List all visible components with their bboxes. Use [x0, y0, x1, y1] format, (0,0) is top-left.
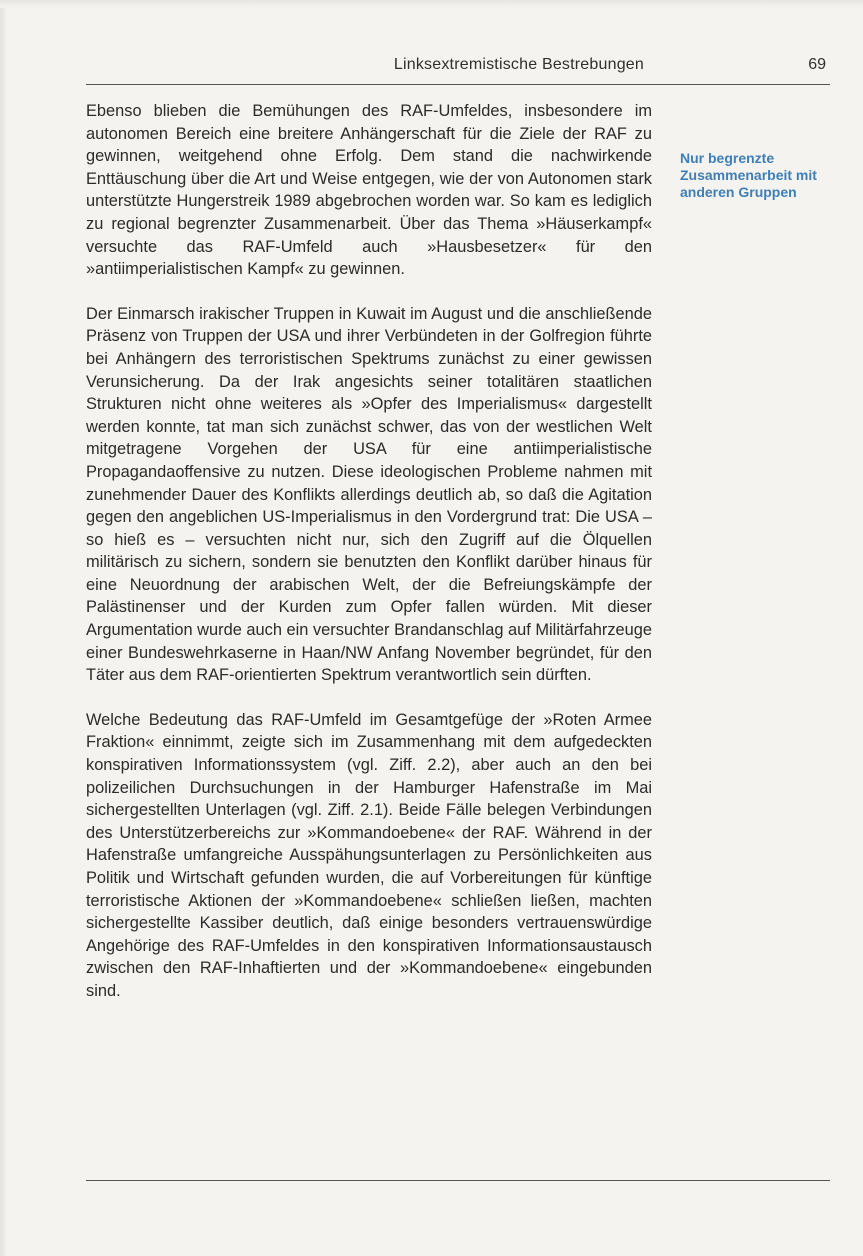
running-title: Linksextremistische Bestrebungen: [393, 56, 644, 73]
paragraph-golfkrise: Der Einmarsch irakischer Truppen in Kuwait im August und die anschließende Präsenz von Truppen der USA und ihrer Verbündeten in der Golfregion führte bei Anhängern des terroristischen Spektrums zunächst zu einer gewissen Verunsicherung. Da der Irak angesichts seiner totalitären staatlichen Strukturen nicht ohne weiteres als »Opfer des Imperialismus« dargestellt werden konnte, tat man sich zunächst schwer, das von der westlichen Welt mitgetragene Vorgehen der USA für eine antiimperialistische Propagandaoffensive zu nutzen. Diese ideologischen Probleme nahmen mit zunehmender Dauer des Konflikts allerdings deutlich ab, so daß die Agitation gegen den angeblichen US-Imperialismus in den Vordergrund trat: Die USA – so hieß es – versuchten nicht nur, sich den Zugriff auf die Ölquellen militärisch zu sichern, sondern sie benutzten den Konflikt darüber hinaus für eine Neuordnung der arabischen Welt, der die Befreiungskämpfe der Palästinenser und der Kurden zum Opfer fallen würden. Mit dieser Argumentation wurde auch ein versuchter Brandanschlag auf Militärfahrzeuge einer Bundeswehrkaserne in Haan/NW Anfang November begründet, für den Täter aus dem RAF-orientierten Spektrum verantwortlich sein dürften.: [86, 304, 652, 685]
header-rule: [86, 84, 830, 85]
page-header: [86, 56, 830, 82]
margin-note: Nur begrenzte Zusammenarbeit mit anderen Gruppen: [680, 150, 817, 200]
main-text: [86, 100, 652, 1003]
page-top-shadow: [0, 0, 863, 8]
page-number: 69: [808, 56, 826, 73]
paragraph-raf-umfeld: Ebenso blieben die Bemühungen des RAF-Umfeldes, insbesondere im autonomen Bereich eine breitere Anhängerschaft für die Ziele der RAF zu gewinnen, weitgehend ohne Erfolg. Dem stand die nachwirkende Enttäuschung über die Art und Weise entgegen, wie der von Autonomen stark unterstützte Hungerstreik 1989 abgebrochen worden war. So kam es lediglich zu regional begrenzter Zusammenarbeit. Über das Thema »Häuserkampf« versuchte das RAF-Umfeld auch »Hausbesetzer« für den »antiimperialistischen Kampf« zu gewinnen.: [86, 102, 652, 279]
page-edge-shadow: [0, 0, 8, 1256]
paragraph-gesamtgefuege: Welche Bedeutung das RAF-Umfeld im Gesamtgefüge der »Roten Armee Fraktion« einnimmt, zeigte sich im Zusammenhang mit dem aufgedeckten konspirativen Informationssystem (vgl. Ziff. 2.2), aber auch an den bei polizeilichen Durchsuchungen in der Hamburger Hafenstraße im Mai sichergestellten Unterlagen (vgl. Ziff. 2.1). Beide Fälle belegen Verbindungen des Unterstützerbereichs zur »Kommandoebene« der RAF. Während in der Hafenstraße umfangreiche Ausspähungsunterlagen zu Persönlichkeiten aus Politik und Wirtschaft gefunden wurden, die auf Vorbereitungen für künftige terroristische Aktionen der »Kommandoebene« schließen ließen, machten sichergestellte Kassiber deutlich, daß einige besonders vertrauenswürdige Angehörige des RAF-Umfeldes in den konspirativen Informationsaustausch zwischen den RAF-Inhaftierten und der »Kommandoebene« eingebunden sind.: [86, 710, 652, 1000]
footer-rule: [86, 1180, 830, 1181]
